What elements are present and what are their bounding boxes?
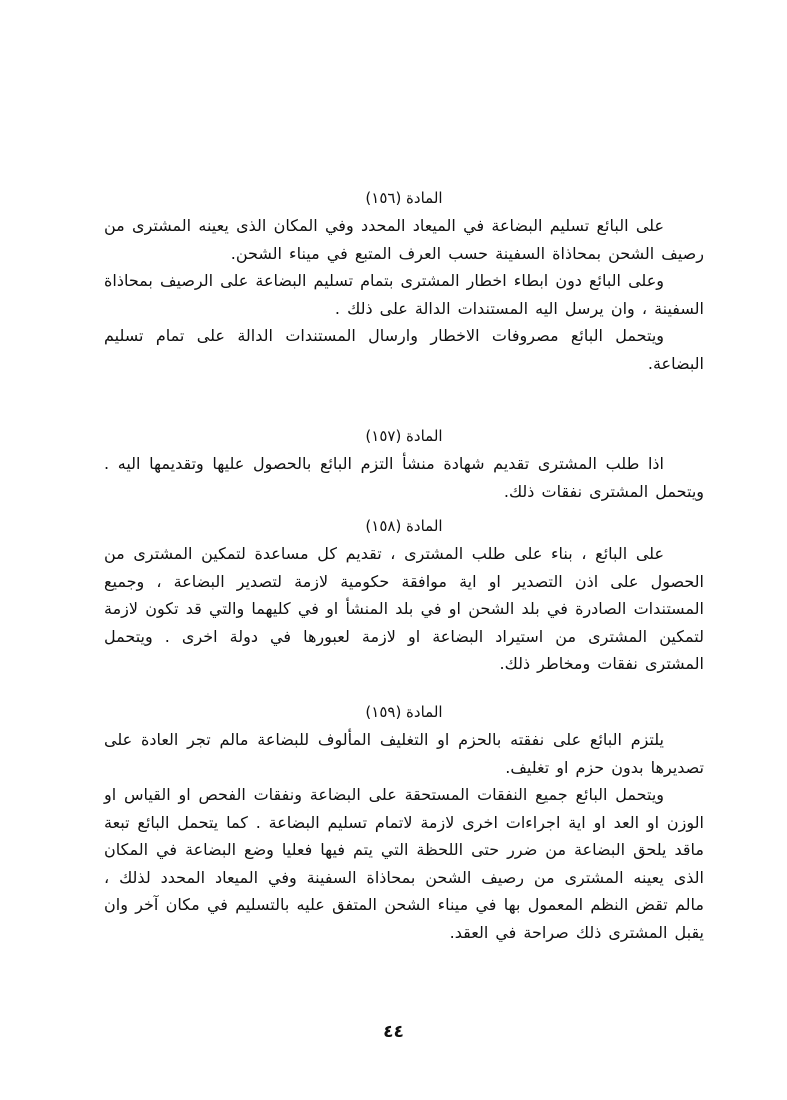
article-paragraph: ويتحمل البائع مصروفات الاخطار وارسال المستندات الدالة على تمام تسليم البضاعة. <box>104 326 704 373</box>
article-paragraph: على البائع تسليم البضاعة في الميعاد المحدد وفي المكان الذى يعينه المشترى من رصيف الشحن بمحاذاة السفينة حسب العرف المتبع في ميناء الشحن. <box>104 216 704 263</box>
page-number: ٤٤ <box>383 1022 404 1042</box>
article-158 <box>104 516 704 678</box>
article-heading: المادة (١٥٨) <box>365 517 443 535</box>
article-157 <box>104 426 704 505</box>
article-heading: المادة (١٥٦) <box>365 189 443 207</box>
article-paragraph: على البائع ، بناء على طلب المشترى ، تقديم كل مساعدة لتمكين المشترى من الحصول على اذن التصدير او اية موافقة حكومية لازمة لتصدير البضاعة ، وجميع المستندات الصادرة في بلد الشحن او في بلد المنشأ او في كليهما والتي قد تكون لازمة لتمكين المشترى من استيراد البضاعة او لازمة لعبورها في دولة اخرى . ويتحمل المشترى نفقات ومخاطر ذلك. <box>104 544 704 673</box>
article-heading: المادة (١٥٩) <box>365 703 443 721</box>
article-paragraph: ويتحمل البائع جميع النفقات المستحقة على البضاعة ونفقات الفحص او القياس او الوزن او العد او اية اجراءات اخرى لازمة لاتمام تسليم البضاعة . كما يتحمل البائع تبعة ماقد يلحق البضاعة من ضرر حتى اللحظة التي يتم فيها فعليا وضع البضاعة في المكان الذى يعينه المشترى من رصيف الشحن بمحاذاة السفينة وفي الميعاد المحدد لذلك ، مالم تقض النظم المعمول بها في ميناء الشحن المتفق عليه بالتسليم في مكان آخر وان يقبل المشترى ذلك صراحة في العقد. <box>104 785 704 942</box>
article-paragraph: يلتزم البائع على نفقته بالحزم او التغليف المألوف للبضاعة مالم تجر العادة على تصديرها بدون حزم او تغليف. <box>104 730 704 777</box>
article-paragraph: وعلى البائع دون ابطاء اخطار المشترى بتمام تسليم البضاعة على الرصيف بمحاذاة السفينة ، وان يرسل اليه المستندات الدالة على ذلك . <box>104 271 704 318</box>
article-159 <box>104 702 704 946</box>
article-heading: المادة (١٥٧) <box>365 427 443 445</box>
article-paragraph: اذا طلب المشترى تقديم شهادة منشأ التزم البائع بالحصول عليها وتقديمها اليه . ويتحمل المشترى نفقات ذلك. <box>104 454 704 501</box>
article-156 <box>104 188 704 377</box>
